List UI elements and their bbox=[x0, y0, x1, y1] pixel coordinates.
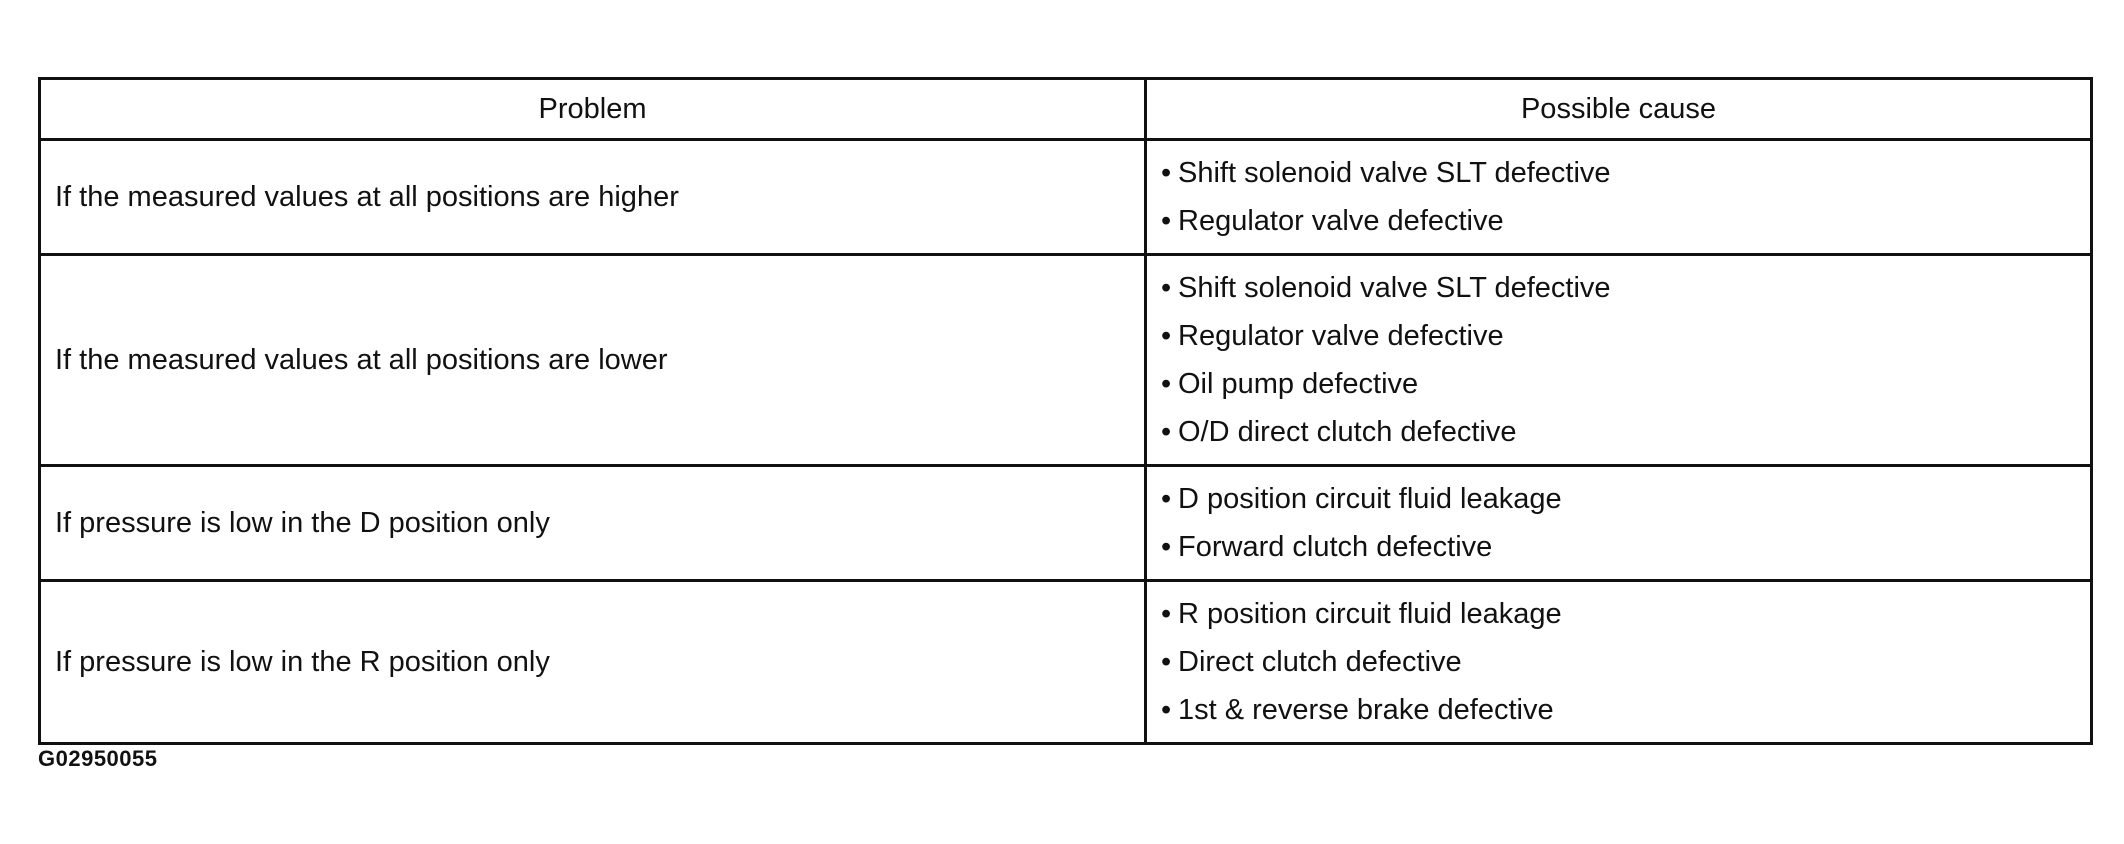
table-row bbox=[40, 581, 2092, 744]
bullet-icon: • bbox=[1161, 416, 1172, 448]
problem-cell: If the measured values at all positions are lower bbox=[40, 255, 1146, 466]
cause-text: 1st & reverse brake defective bbox=[1178, 694, 1554, 726]
table-header-row bbox=[40, 79, 2092, 140]
cause-text: Oil pump defective bbox=[1178, 368, 1419, 400]
cause-cell bbox=[1146, 255, 2092, 466]
table-row bbox=[40, 140, 2092, 255]
cause-cell bbox=[1146, 140, 2092, 255]
bullet-icon: • bbox=[1161, 320, 1172, 352]
cause-text: R position circuit fluid leakage bbox=[1178, 598, 1562, 630]
cause-item bbox=[1161, 312, 2090, 360]
cause-item bbox=[1161, 590, 2090, 638]
header-problem: Problem bbox=[40, 79, 1146, 140]
cause-text: O/D direct clutch defective bbox=[1178, 416, 1517, 448]
cause-item bbox=[1161, 638, 2090, 686]
cause-text: Shift solenoid valve SLT defective bbox=[1178, 272, 1611, 304]
table-row bbox=[40, 255, 2092, 466]
table-row bbox=[40, 466, 2092, 581]
diagnosis-table bbox=[38, 77, 2093, 745]
figure-code: G02950055 bbox=[38, 746, 158, 771]
bullet-icon: • bbox=[1161, 646, 1172, 678]
cause-cell bbox=[1146, 581, 2092, 744]
bullet-icon: • bbox=[1161, 205, 1172, 237]
problem-cell: If the measured values at all positions are higher bbox=[40, 140, 1146, 255]
problem-cell: If pressure is low in the D position only bbox=[40, 466, 1146, 581]
header-possible-cause: Possible cause bbox=[1146, 79, 2092, 140]
cause-item bbox=[1161, 264, 2090, 312]
cause-item bbox=[1161, 475, 2090, 523]
cause-text: Regulator valve defective bbox=[1178, 205, 1504, 237]
cause-list bbox=[1161, 475, 2090, 571]
cause-item bbox=[1161, 360, 2090, 408]
cause-text: Forward clutch defective bbox=[1178, 531, 1493, 563]
bullet-icon: • bbox=[1161, 157, 1172, 189]
bullet-icon: • bbox=[1161, 368, 1172, 400]
cause-item bbox=[1161, 408, 2090, 456]
cause-text: D position circuit fluid leakage bbox=[1178, 483, 1562, 515]
problem-cell: If pressure is low in the R position only bbox=[40, 581, 1146, 744]
cause-item bbox=[1161, 149, 2090, 197]
cause-text: Shift solenoid valve SLT defective bbox=[1178, 157, 1611, 189]
bullet-icon: • bbox=[1161, 483, 1172, 515]
bullet-icon: • bbox=[1161, 272, 1172, 304]
bullet-icon: • bbox=[1161, 694, 1172, 726]
cause-list bbox=[1161, 264, 2090, 456]
cause-item bbox=[1161, 523, 2090, 571]
cause-list bbox=[1161, 149, 2090, 245]
bullet-icon: • bbox=[1161, 598, 1172, 630]
cause-item bbox=[1161, 197, 2090, 245]
cause-item bbox=[1161, 686, 2090, 734]
bullet-icon: • bbox=[1161, 531, 1172, 563]
cause-text: Direct clutch defective bbox=[1178, 646, 1462, 678]
cause-text: Regulator valve defective bbox=[1178, 320, 1504, 352]
cause-cell bbox=[1146, 466, 2092, 581]
cause-list bbox=[1161, 590, 2090, 734]
